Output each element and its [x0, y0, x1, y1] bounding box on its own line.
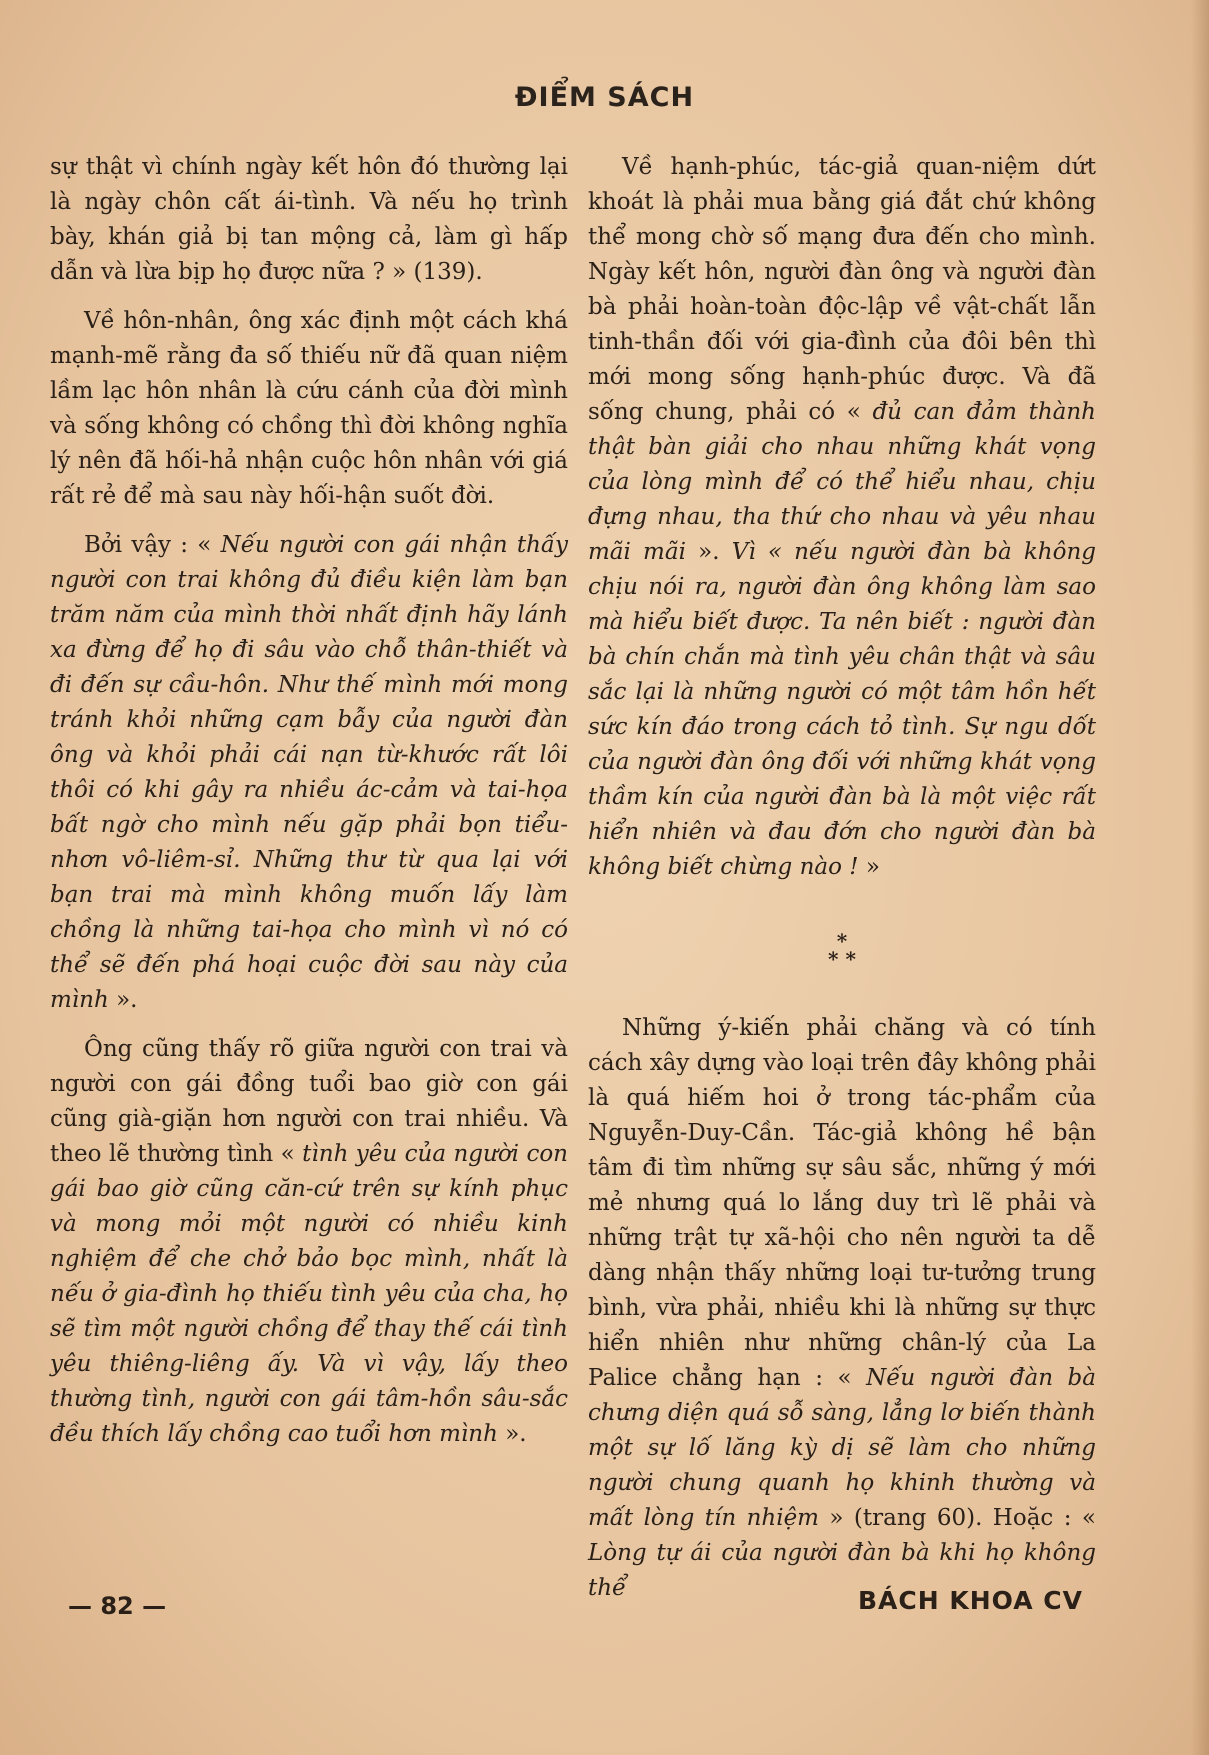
section-divider	[588, 929, 1096, 971]
right-column	[588, 150, 1096, 1620]
text-span: »	[858, 854, 880, 880]
paragraph-with-quote	[50, 1032, 568, 1452]
magazine-name: BÁCH KHOA CV	[858, 1586, 1084, 1615]
quote-text: tình yêu của người con gái bao giờ cũng căn-cứ trên sự kính phục và mong mỏi một người có nhiều kinh nghiệm để che chở bảo bọc mình, nhất là nếu ở gia-đình họ thiếu tình yêu của cha, họ sẽ tìm một người chồng để thay thế cái tình yêu thiêng-liêng ấy. Và vì vậy, lấy theo thường tình, người con gái tâm-hồn sâu-sắc đều thích lấy chồng cao tuổi hơn mình	[50, 1141, 568, 1447]
text-span: Về hạnh-phúc, tác-giả quan-niệm dứt khoát là phải mua bằng giá đắt chứ không thể mong chờ số mạng đưa đến cho mình. Ngày kết hôn, người đàn ông và người đàn bà phải hoàn-toàn độc-lập về vật-chất lẫn tinh-thần đối với gia-đình của đôi bên thì mới mong sống hạnh-phúc được. Và đã sống chung, phải có «	[588, 154, 1096, 425]
quote-text: Lòng tự ái của người đàn bà khi họ không thể	[588, 1540, 1096, 1601]
text-span: Bởi vậy : «	[84, 532, 221, 558]
quote-text: Vì « nếu người đàn bà không chịu nói ra, người đàn ông không làm sao mà hiểu biết được. Ta nên biết : người đàn bà chín chắn mà tình yêu chân thật và sâu sắc lại là những người có một tâm hồn hết sức kín đáo trong cách tỏ tình. Sự ngu dốt của người đàn ông đối với những khát vọng thầm kín của người đàn bà là một việc rất hiển nhiên và đau đớn cho người đàn bà không biết chừng nào !	[588, 539, 1096, 880]
text-span: ».	[108, 987, 138, 1013]
paragraph-with-quote	[50, 528, 568, 1018]
quote-text: đủ can đảm thành thật bàn giải cho nhau những khát vọng của lòng mình để có thể hiểu nhau, chịu đựng nhau, tha thứ cho nhau và yêu nhau mãi mãi	[588, 399, 1096, 565]
asterism-top: *	[836, 929, 848, 953]
left-column	[50, 150, 568, 1466]
page-edge-shadow	[1191, 0, 1209, 1755]
text-span: ».	[497, 1421, 527, 1447]
quote-text: Nếu người con gái nhận thấy người con trai không đủ điều kiện làm bạn trăm năm của mình thời nhất định hãy lánh xa đừng để họ đi sâu vào chỗ thân-thiết và đi đến sự cầu-hôn. Như thế mình mới mong tránh khỏi những cạm bẫy của người đàn ông và khỏi phải cái nạn từ-khước rất lôi thôi có khi gây ra nhiều ác-cảm và tai-họa bất ngờ cho mình nếu gặp phải bọn tiểu-nhơn vô-liêm-sỉ. Những thư từ qua lại với bạn trai mà mình không muốn lấy làm chồng là những tai-họa cho mình vì nó có thể sẽ đến phá hoại cuộc đời sau này của mình	[50, 532, 568, 1013]
text-span: Ông cũng thấy rõ giữa người con trai và người con gái đồng tuổi bao giờ con gái cũng già-giặn hơn người con trai nhiều. Và theo lẽ thường tình «	[50, 1036, 568, 1167]
text-span: Những ý-kiến phải chăng và có tính cách xây dựng vào loại trên đây không phải là quá hiếm hoi ở trong tác-phẩm của Nguyễn-Duy-Cần. Tác-giả không hề bận tâm đi tìm những sự sâu sắc, những ý mới mẻ nhưng quá lo lắng duy trì lẽ phải và những trật tự xã-hội cho nên người ta dễ dàng nhận thấy những loại tư-tưởng trung bình, vừa phải, nhiều khi là những sự thực hiển nhiên như những chân-lý của La Palice chẳng hạn : «	[588, 1015, 1096, 1391]
paragraph: sự thật vì chính ngày kết hôn đó thường lại là ngày chôn cất ái-tình. Và nếu họ trình bày, khán giả bị tan mộng cả, làm gì hấp dẫn và lừa bịp họ được nữa ? » (139).	[50, 154, 568, 285]
page-number: — 82 —	[68, 1592, 167, 1620]
asterism-bottom: * *	[828, 947, 856, 971]
text-span: ».	[685, 539, 732, 565]
page-header: ĐIỂM SÁCH	[514, 82, 695, 113]
paragraph: Về hôn-nhân, ông xác định một cách khá mạnh-mẽ rằng đa số thiếu nữ đã quan niệm lầm lạc hôn nhân là cứu cánh của đời mình và sống không có chồng thì đời không nghĩa lý nên đã hối-hả nhận cuộc hôn nhân với giá rất rẻ để mà sau này hối-hận suốt đời.	[50, 308, 568, 509]
text-span: » (trang 60). Hoặc : «	[819, 1505, 1096, 1531]
paragraph-with-quote	[588, 150, 1096, 885]
quote-text: Nếu người đàn bà chưng diện quá sỗ sàng, lẳng lơ biến thành một sự lố lăng kỳ dị sẽ làm cho những người chung quanh họ khinh thường và mất lòng tín nhiệm	[588, 1365, 1096, 1531]
paragraph-with-quote	[588, 1011, 1096, 1606]
